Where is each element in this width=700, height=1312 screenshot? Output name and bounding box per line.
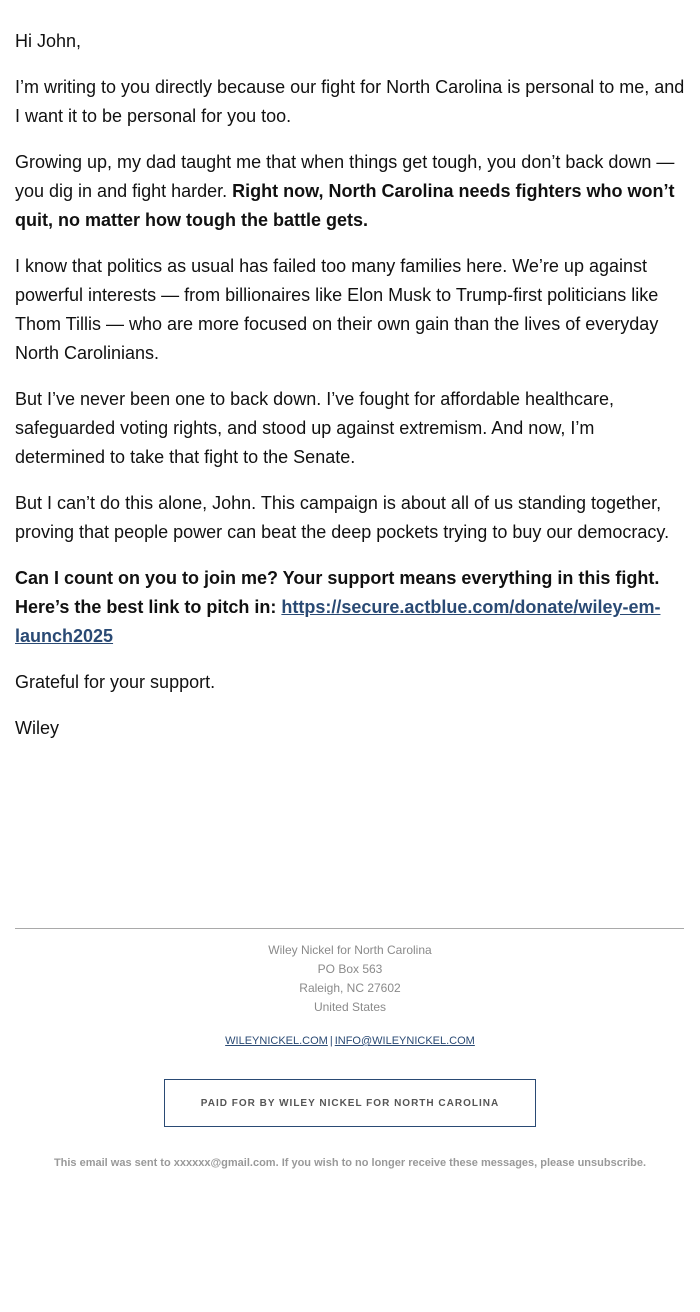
paragraph-together: But I can’t do this alone, John. This campaign is about all of us standing together, proving that people power can beat the deep pockets trying to buy our democracy.	[15, 493, 670, 542]
paragraph-cta	[15, 564, 687, 651]
paragraph-growing-up-bold: Right now, North Carolina needs fighters who won’t quit, no matter how tough the battle gets.	[15, 181, 675, 230]
link-separator: |	[329, 1035, 333, 1047]
paragraph-personal-fight: I’m writing to you directly because our fight for North Carolina is personal to me, and I want it to be personal for you too.	[15, 77, 685, 126]
footer-divider	[15, 928, 684, 929]
paid-for-box	[164, 1079, 536, 1127]
cta-text: Can I count on you to join me? Your support means everything in this fight. Here’s the best link to pitch in:	[15, 568, 660, 617]
footer-links	[0, 1034, 700, 1048]
paid-for-text: PAID FOR BY WILEY NICKEL FOR NORTH CAROLINA	[200, 1097, 500, 1109]
paragraph-politics: I know that politics as usual has failed too many families here. We’re up against powerful interests — from billionaires like Elon Musk to Trump-first politicians like Thom Tillis — who are more focused on their own gain than the lives of everyday North Carolinians.	[15, 256, 659, 363]
greeting: Hi John,	[15, 31, 82, 51]
footer-address	[0, 941, 700, 1017]
closing: Grateful for your support.	[15, 672, 216, 692]
website-link[interactable]: WILEYNICKEL.COM	[225, 1035, 328, 1047]
email-body	[15, 27, 687, 760]
footer-po-box: PO Box 563	[317, 962, 383, 976]
footer-country: United States	[313, 1000, 387, 1014]
paragraph-growing-up	[15, 148, 687, 235]
signature: Wiley	[15, 718, 59, 738]
unsubscribe-note: This email was sent to xxxxxx@gmail.com. If you wish to no longer receive these messages, please unsubscribe.	[53, 1157, 647, 1169]
donate-link[interactable]: https://secure.actblue.com/donate/wiley-em-launch2025	[15, 597, 661, 646]
footer-city: Raleigh, NC 27602	[299, 981, 401, 995]
paragraph-record: But I’ve never been one to back down. I’ve fought for affordable healthcare, safeguarded voting rights, and stood up against extremism. And now, I’m determined to take that fight to the Senate.	[15, 389, 615, 467]
paragraph-growing-up-text: Growing up, my dad taught me that when things get tough, you don’t back down — you dig in and fight harder.	[15, 152, 675, 201]
footer-org: Wiley Nickel for North Carolina	[268, 943, 432, 957]
email-link[interactable]: INFO@WILEYNICKEL.COM	[334, 1035, 475, 1047]
